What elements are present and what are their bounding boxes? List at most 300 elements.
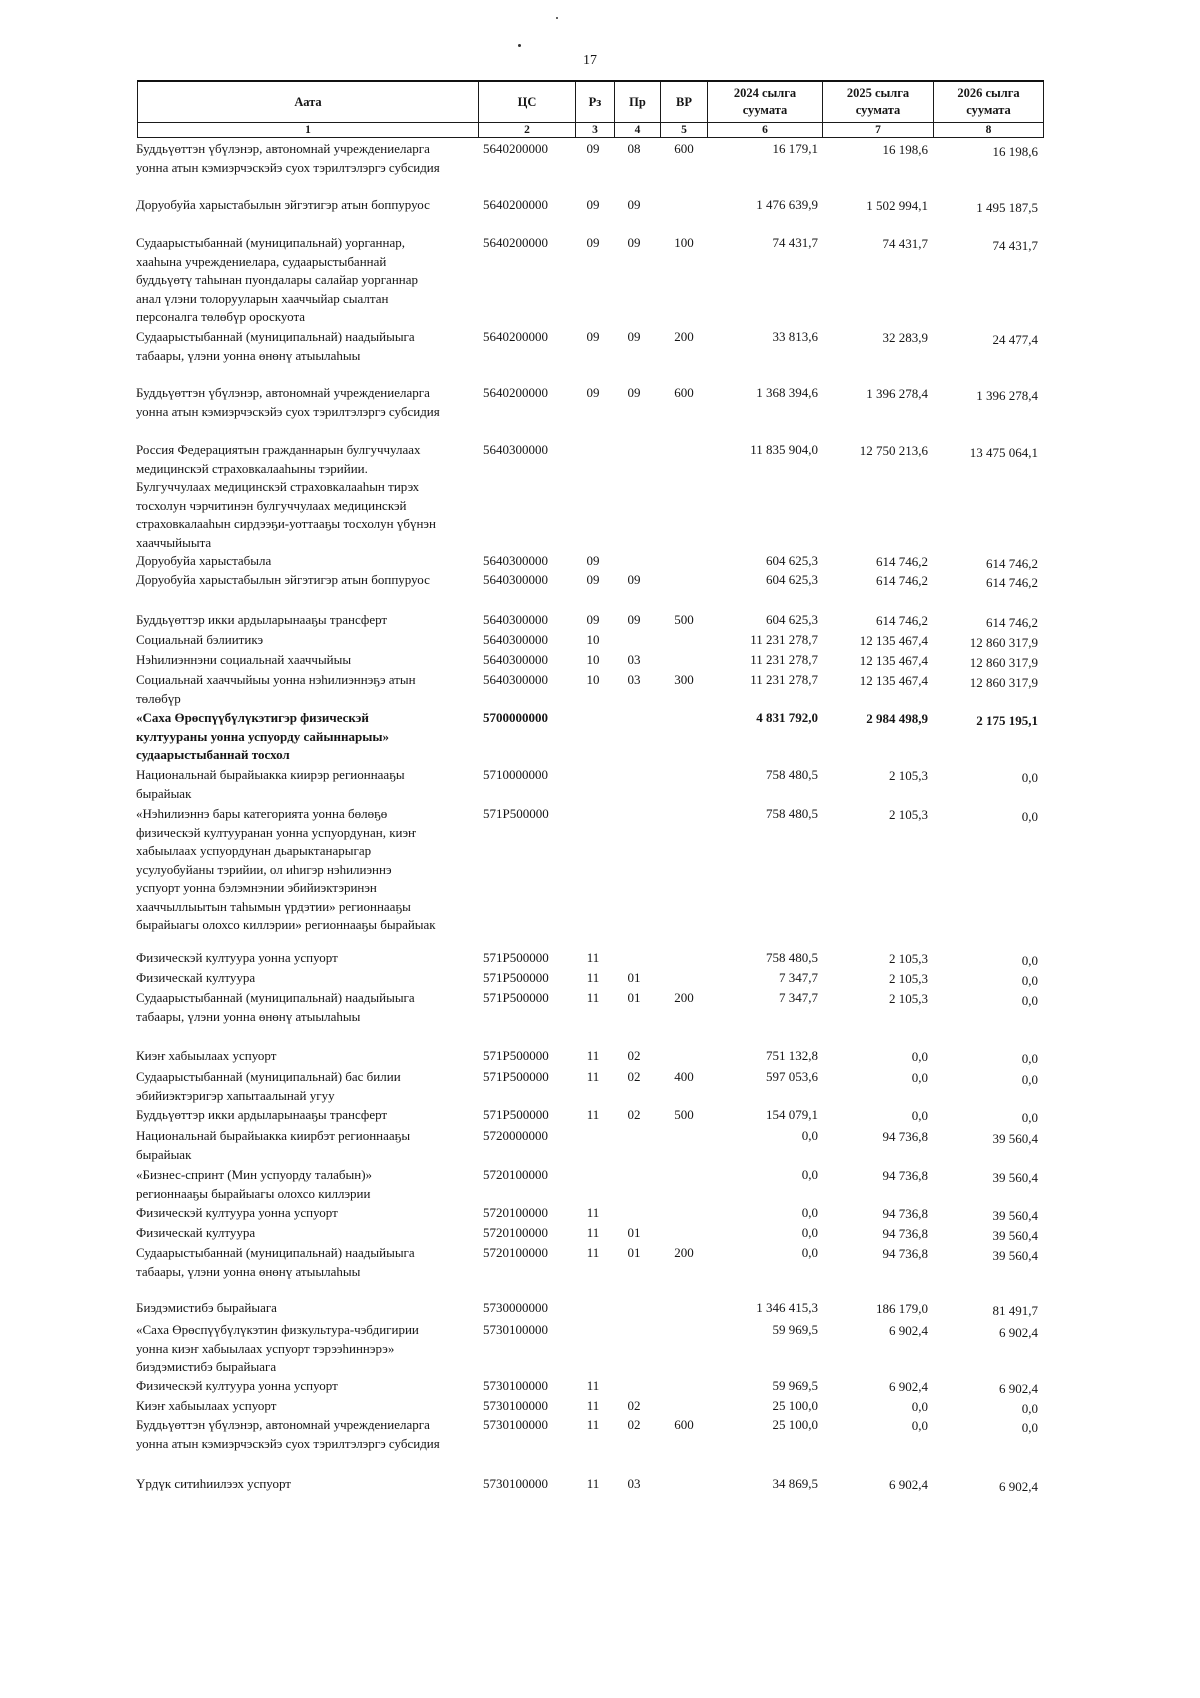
amount-2025-cell: 6 902,4 xyxy=(889,1477,928,1492)
amount-2025-cell: 2 105,3 xyxy=(889,991,928,1006)
amount-2024-cell: 4 831 792,0 xyxy=(756,710,818,725)
budget-code-cell: 5730100000 xyxy=(483,1322,548,1337)
amount-2024-cell: 1 476 639,9 xyxy=(756,197,818,212)
row-name-line: бырайыагы олохсо киллэрии» регионнааҕы бырайыак xyxy=(136,917,436,932)
table-row xyxy=(0,234,1200,324)
row-name-line: хааччыйыыта xyxy=(136,534,212,550)
row-name xyxy=(136,1416,478,1453)
section-code-cell: 11 xyxy=(586,1378,600,1393)
amount-2024-cell: 154 079,1 xyxy=(766,1107,818,1122)
amount-2026-cell: 6 902,4 xyxy=(999,1479,1038,1494)
expense-type-cell: 200 xyxy=(674,1245,694,1260)
row-name-line: Буддьүөттэн үбүлэнэр, автономнай учреждениеларга xyxy=(136,141,430,156)
subsection-code-cell: 09 xyxy=(627,612,641,627)
amount-2024-cell: 0,0 xyxy=(801,1167,818,1182)
amount-2025-cell: 1 396 278,4 xyxy=(866,386,928,401)
table-row xyxy=(0,441,1200,550)
row-name xyxy=(136,766,478,803)
column-header-vr: ВР xyxy=(661,81,708,123)
row-name-line: Национальнай бырайыакка киирбэт регионнааҕы xyxy=(136,1128,411,1143)
table-row xyxy=(0,1377,1200,1395)
section-code-cell: 09 xyxy=(586,141,600,156)
subsection-code-cell: 01 xyxy=(627,1245,641,1260)
section-code-cell: 11 xyxy=(586,1225,600,1240)
row-name-line: буддьүөтү таһынан пуондалары салайар уорганнар xyxy=(136,272,419,287)
budget-code-cell: 571P500000 xyxy=(483,1069,549,1084)
row-name-line: Буддьүөттэр икки ардыларынааҕы трансферт xyxy=(136,1107,388,1122)
amount-2026-cell: 39 560,4 xyxy=(992,1131,1038,1146)
table-row xyxy=(0,805,1200,932)
budget-code-cell: 5640200000 xyxy=(483,235,548,250)
budget-code-cell: 5720100000 xyxy=(483,1205,548,1220)
amount-2024-cell: 604 625,3 xyxy=(766,553,818,568)
row-name xyxy=(136,611,478,630)
column-number: 7 xyxy=(823,123,934,138)
amount-2025-cell: 186 179,0 xyxy=(876,1301,928,1316)
row-name-line: Физическэй култуура уонна успуорт xyxy=(136,1205,338,1220)
amount-2024-cell: 11 231 278,7 xyxy=(750,652,818,667)
row-name-line: бырайыак xyxy=(136,1146,192,1162)
subsection-code-cell: 03 xyxy=(627,1476,641,1491)
row-name-line: култуураны уонна успуорду сайыннарыы» xyxy=(136,728,390,744)
amount-2025-cell: 2 105,3 xyxy=(889,807,928,822)
amount-2024-cell: 11 231 278,7 xyxy=(750,672,818,687)
amount-2025-cell: 0,0 xyxy=(911,1399,928,1414)
table-row xyxy=(0,1321,1200,1374)
section-code-cell: 10 xyxy=(586,632,600,647)
amount-2026-cell: 6 902,4 xyxy=(999,1381,1038,1396)
table-row xyxy=(0,651,1200,669)
page-number: 17 xyxy=(583,53,597,68)
column-header-name: Аата xyxy=(138,81,479,123)
amount-2025-cell: 614 746,2 xyxy=(876,554,928,569)
section-code-cell: 09 xyxy=(586,572,600,587)
row-name-line: Доруобуйа харыстабыла xyxy=(136,553,272,568)
row-name-line: Социальнай хааччыйыы уонна нэһилиэннэҕэ атын xyxy=(136,672,416,687)
row-name-line: биэдэмистибэ бырайыага xyxy=(136,1359,277,1374)
subsection-code-cell: 01 xyxy=(627,990,641,1005)
amount-2026-cell: 12 860 317,9 xyxy=(969,635,1038,650)
section-code-cell: 11 xyxy=(586,990,600,1005)
amount-2024-cell: 7 347,7 xyxy=(779,990,818,1005)
row-name xyxy=(136,1244,478,1281)
amount-2026-cell: 24 477,4 xyxy=(992,332,1038,347)
table-row xyxy=(0,1068,1200,1103)
row-name-line: Судаарыстыбаннай (муниципальнай) наадыйыыга xyxy=(136,1245,415,1260)
section-code-cell: 09 xyxy=(586,553,600,568)
amount-2024-cell: 0,0 xyxy=(801,1128,818,1143)
amount-2025-cell: 614 746,2 xyxy=(876,613,928,628)
section-code-cell: 11 xyxy=(586,1417,600,1432)
amount-2024-cell: 1 368 394,6 xyxy=(756,385,818,400)
row-name xyxy=(136,1224,478,1243)
row-name-line: Киэҥ хабыылаах успуорт xyxy=(136,1398,277,1413)
row-name xyxy=(136,552,478,571)
amount-2026-cell: 614 746,2 xyxy=(986,575,1038,590)
amount-2025-cell: 12 135 467,4 xyxy=(859,633,928,648)
amount-2026-cell: 0,0 xyxy=(1021,770,1038,785)
row-name-line: успуорт уонна бэлэмнэнии эбийиэктэринэн xyxy=(136,880,377,895)
amount-2026-cell: 74 431,7 xyxy=(992,238,1038,253)
table-row xyxy=(0,140,1200,175)
table-row xyxy=(0,671,1200,706)
row-name xyxy=(136,1475,478,1494)
row-name-line: персоналга төлөбүр ороскуота xyxy=(136,309,306,324)
amount-2024-cell: 604 625,3 xyxy=(766,612,818,627)
table-row xyxy=(0,196,1200,214)
section-code-cell: 11 xyxy=(586,1069,600,1084)
row-name-line: Судаарыстыбаннай (муниципальнай) наадыйыыга xyxy=(136,329,415,344)
column-header-2026 xyxy=(934,81,1044,123)
amount-2025-cell: 0,0 xyxy=(911,1108,928,1123)
row-name-line: уонна атын кэмиэрчэскэйэ суох тэрилтэлэргэ субсидия xyxy=(136,1435,440,1451)
row-name xyxy=(136,1321,478,1377)
column-header-pr: Пр xyxy=(615,81,661,123)
section-code-cell: 09 xyxy=(586,385,600,400)
row-name xyxy=(136,1204,478,1223)
section-code-cell: 11 xyxy=(586,950,600,965)
table-row xyxy=(0,1106,1200,1124)
amount-2026-cell: 39 560,4 xyxy=(992,1208,1038,1223)
subsection-code-cell: 09 xyxy=(627,235,641,250)
row-name xyxy=(136,1377,478,1396)
column-number: 8 xyxy=(934,123,1044,138)
row-name xyxy=(136,571,478,590)
amount-2026-cell: 0,0 xyxy=(1021,1051,1038,1066)
table-header xyxy=(137,80,1044,138)
header-line: 2024 сылга xyxy=(733,86,797,100)
amount-2024-cell: 11 835 904,0 xyxy=(750,442,818,457)
amount-2025-cell: 614 746,2 xyxy=(876,573,928,588)
subsection-code-cell: 03 xyxy=(627,672,641,687)
amount-2024-cell: 604 625,3 xyxy=(766,572,818,587)
expense-type-cell: 500 xyxy=(674,612,694,627)
row-name-line: Буддьүөттэр икки ардыларынааҕы трансферт xyxy=(136,612,388,627)
header-line: суумата xyxy=(966,103,1011,117)
amount-2024-cell: 1 346 415,3 xyxy=(756,1300,818,1315)
amount-2025-cell: 94 736,8 xyxy=(882,1168,928,1183)
amount-2026-cell: 2 175 195,1 xyxy=(976,713,1038,728)
amount-2026-cell: 614 746,2 xyxy=(986,615,1038,630)
amount-2026-cell: 12 860 317,9 xyxy=(969,655,1038,670)
row-name xyxy=(136,441,478,552)
amount-2024-cell: 34 869,5 xyxy=(772,1476,818,1491)
amount-2024-cell: 25 100,0 xyxy=(772,1398,818,1413)
budget-code-cell: 5710000000 xyxy=(483,767,548,782)
subsection-code-cell: 02 xyxy=(627,1048,641,1063)
budget-code-cell: 5640200000 xyxy=(483,385,548,400)
amount-2024-cell: 0,0 xyxy=(801,1225,818,1240)
subsection-code-cell: 09 xyxy=(627,572,641,587)
subsection-code-cell: 02 xyxy=(627,1398,641,1413)
amount-2025-cell: 0,0 xyxy=(911,1418,928,1433)
row-name xyxy=(136,1106,478,1125)
row-name xyxy=(136,1166,478,1203)
amount-2025-cell: 12 750 213,6 xyxy=(859,443,928,458)
column-header-cs: ЦС xyxy=(479,81,576,123)
table-row xyxy=(0,1127,1200,1162)
row-name-line: Булгуччулаах медицинскэй страховкалааһын тирэх xyxy=(136,479,420,494)
expense-type-cell: 200 xyxy=(674,990,694,1005)
row-name-line: физическэй култууранан уонна успуордунан, киэҥ xyxy=(136,824,417,840)
amount-2025-cell: 94 736,8 xyxy=(882,1226,928,1241)
amount-2025-cell: 6 902,4 xyxy=(889,1323,928,1338)
row-name xyxy=(136,1068,478,1105)
amount-2026-cell: 13 475 064,1 xyxy=(969,445,1038,460)
row-name-line: Буддьүөттэн үбүлэнэр, автономнай учреждениеларга xyxy=(136,1417,430,1432)
row-name-line: Доруобуйа харыстабылын эйгэтигэр атын боппуруос xyxy=(136,572,430,587)
section-code-cell: 09 xyxy=(586,197,600,212)
row-name xyxy=(136,709,478,765)
table-row xyxy=(0,709,1200,762)
amount-2026-cell: 0,0 xyxy=(1021,1420,1038,1435)
row-name-line: Физическэй култуура уонна успуорт xyxy=(136,1378,338,1393)
row-name-line: Үрдүк ситиһиилээх успуорт xyxy=(136,1476,291,1491)
section-code-cell: 10 xyxy=(586,652,600,667)
section-code-cell: 09 xyxy=(586,329,600,344)
row-name xyxy=(136,1299,478,1318)
row-name-line: Социальнай бэлиитикэ xyxy=(136,632,264,647)
budget-code-cell: 571P500000 xyxy=(483,1107,549,1122)
budget-code-cell: 5640300000 xyxy=(483,672,548,687)
amount-2026-cell: 6 902,4 xyxy=(999,1325,1038,1340)
amount-2024-cell: 0,0 xyxy=(801,1205,818,1220)
amount-2026-cell: 16 198,6 xyxy=(992,144,1038,159)
column-number: 2 xyxy=(479,123,576,138)
amount-2025-cell: 94 736,8 xyxy=(882,1129,928,1144)
amount-2026-cell: 0,0 xyxy=(1021,973,1038,988)
budget-code-cell: 5730000000 xyxy=(483,1300,548,1315)
table-row xyxy=(0,949,1200,967)
amount-2025-cell: 94 736,8 xyxy=(882,1246,928,1261)
row-name xyxy=(136,989,478,1026)
row-name-line: Нэһилиэннэни социальнай хааччыйыы xyxy=(136,652,352,667)
amount-2025-cell: 16 198,6 xyxy=(882,142,928,157)
budget-code-cell: 571P500000 xyxy=(483,950,549,965)
budget-code-cell: 571P500000 xyxy=(483,806,549,821)
scan-speck xyxy=(518,44,521,47)
row-name-line: Национальнай бырайыакка киирэр регионнааҕы xyxy=(136,767,405,782)
column-number: 1 xyxy=(138,123,479,138)
amount-2024-cell: 59 969,5 xyxy=(772,1378,818,1393)
amount-2026-cell: 81 491,7 xyxy=(992,1303,1038,1318)
section-code-cell: 09 xyxy=(586,235,600,250)
expense-type-cell: 200 xyxy=(674,329,694,344)
row-name xyxy=(136,1397,478,1416)
subsection-code-cell: 09 xyxy=(627,329,641,344)
row-name-line: регионнааҕы бырайыагы олохсо киллэрии xyxy=(136,1185,371,1201)
amount-2024-cell: 758 480,5 xyxy=(766,806,818,821)
amount-2024-cell: 758 480,5 xyxy=(766,767,818,782)
row-name-line: табаары, үлэни уонна өнөнү атыылаһыы xyxy=(136,1263,361,1279)
section-code-cell: 11 xyxy=(586,1398,600,1413)
amount-2026-cell: 0,0 xyxy=(1021,1072,1038,1087)
column-number: 6 xyxy=(708,123,823,138)
row-name-line: уонна атын кэмиэрчэскэйэ суох тэрилтэлэргэ субсидия xyxy=(136,403,440,419)
budget-code-cell: 5720100000 xyxy=(483,1167,548,1182)
amount-2024-cell: 33 813,6 xyxy=(772,329,818,344)
expense-type-cell: 600 xyxy=(674,385,694,400)
amount-2026-cell: 0,0 xyxy=(1021,993,1038,1008)
budget-code-cell: 5640200000 xyxy=(483,197,548,212)
table-row xyxy=(0,1244,1200,1279)
table-row xyxy=(0,328,1200,363)
row-name-line: хааччыллыытын таһымын үрдэтии» регионнааҕы xyxy=(136,898,411,914)
amount-2025-cell: 94 736,8 xyxy=(882,1206,928,1221)
row-name-line: уонна атын кэмиэрчэскэйэ суох тэрилтэлэргэ субсидия xyxy=(136,159,440,175)
section-code-cell: 11 xyxy=(586,1476,600,1491)
column-header-rz: Рз xyxy=(576,81,615,123)
row-name-line: хабыылаах успуордунан дьарыктанарыгар xyxy=(136,843,372,858)
amount-2026-cell: 0,0 xyxy=(1021,1401,1038,1416)
subsection-code-cell: 02 xyxy=(627,1107,641,1122)
budget-code-cell: 5720100000 xyxy=(483,1245,548,1260)
amount-2025-cell: 0,0 xyxy=(911,1070,928,1085)
row-name-line: бырайыак xyxy=(136,785,192,801)
budget-code-cell: 5640200000 xyxy=(483,141,548,156)
amount-2026-cell: 0,0 xyxy=(1021,1110,1038,1125)
budget-code-cell: 5640300000 xyxy=(483,632,548,647)
subsection-code-cell: 03 xyxy=(627,652,641,667)
section-code-cell: 11 xyxy=(586,1107,600,1122)
budget-code-cell: 5730100000 xyxy=(483,1378,548,1393)
expense-type-cell: 100 xyxy=(674,235,694,250)
row-name-line: Киэҥ хабыылаах успуорт xyxy=(136,1048,277,1063)
table-row xyxy=(0,1166,1200,1201)
column-number: 5 xyxy=(661,123,708,138)
row-name xyxy=(136,234,478,327)
amount-2024-cell: 7 347,7 xyxy=(779,970,818,985)
budget-code-cell: 5730100000 xyxy=(483,1476,548,1491)
amount-2025-cell: 32 283,9 xyxy=(882,330,928,345)
amount-2024-cell: 16 179,1 xyxy=(772,141,818,156)
table-row xyxy=(0,552,1200,570)
budget-code-cell: 5640300000 xyxy=(483,553,548,568)
row-name xyxy=(136,1047,478,1066)
amount-2025-cell: 6 902,4 xyxy=(889,1379,928,1394)
table-row xyxy=(0,1299,1200,1317)
amount-2024-cell: 25 100,0 xyxy=(772,1417,818,1432)
row-name-line: анал үлэни толорууларын хааччыйар сыалтан xyxy=(136,290,389,306)
row-name-line: Буддьүөттэн үбүлэнэр, автономнай учреждениеларга xyxy=(136,385,430,400)
table-row xyxy=(0,1047,1200,1065)
row-name xyxy=(136,1127,478,1164)
amount-2025-cell: 12 135 467,4 xyxy=(859,653,928,668)
column-number: 3 xyxy=(576,123,615,138)
amount-2025-cell: 2 105,3 xyxy=(889,768,928,783)
row-name-line: «Бизнес-спринт (Мин успуорду талабын)» xyxy=(136,1167,373,1182)
column-header-2025 xyxy=(823,81,934,123)
budget-code-cell: 5700000000 xyxy=(483,710,548,725)
subsection-code-cell: 09 xyxy=(627,197,641,212)
row-name xyxy=(136,140,478,177)
row-name-line: медицинскэй страховкалааһыны тэрийии. xyxy=(136,460,368,476)
budget-code-cell: 571P500000 xyxy=(483,970,549,985)
amount-2025-cell: 0,0 xyxy=(911,1049,928,1064)
row-name-line: Судаарыстыбаннай (муниципальнай) бас билии xyxy=(136,1069,401,1084)
amount-2026-cell: 1 495 187,5 xyxy=(976,200,1038,215)
row-name-line: судаарыстыбаннай тосхол xyxy=(136,747,290,762)
expense-type-cell: 500 xyxy=(674,1107,694,1122)
table-row xyxy=(0,1204,1200,1222)
subsection-code-cell: 01 xyxy=(627,1225,641,1240)
row-name-line: Физическэй култуура уонна успуорт xyxy=(136,950,338,965)
table-row xyxy=(0,766,1200,801)
row-name xyxy=(136,651,478,670)
amount-2026-cell: 39 560,4 xyxy=(992,1248,1038,1263)
budget-code-cell: 5640300000 xyxy=(483,652,548,667)
row-name-line: Судаарыстыбаннай (муниципальнай) уорганнар, xyxy=(136,235,405,250)
row-name xyxy=(136,328,478,365)
subsection-code-cell: 09 xyxy=(627,385,641,400)
amount-2024-cell: 597 053,6 xyxy=(766,1069,818,1084)
amount-2025-cell: 74 431,7 xyxy=(882,236,928,251)
budget-code-cell: 5640200000 xyxy=(483,329,548,344)
row-name-line: Физическай култуура xyxy=(136,970,256,985)
row-name xyxy=(136,631,478,650)
amount-2026-cell: 39 560,4 xyxy=(992,1170,1038,1185)
budget-code-cell: 5720100000 xyxy=(483,1225,548,1240)
row-name xyxy=(136,384,478,421)
subsection-code-cell: 02 xyxy=(627,1069,641,1084)
section-code-cell: 11 xyxy=(586,970,600,985)
row-name-line: усулуобуйаны тэрийии, ол иһигэр нэһилиэннэ xyxy=(136,861,392,877)
row-name-line: «Саха Өрөспүүбүлүкэтин физкультура-чэбдигирии xyxy=(136,1322,419,1337)
row-name-line: Физическай култуура xyxy=(136,1225,256,1240)
amount-2025-cell: 2 105,3 xyxy=(889,951,928,966)
amount-2024-cell: 751 132,8 xyxy=(766,1048,818,1063)
amount-2026-cell: 614 746,2 xyxy=(986,556,1038,571)
amount-2026-cell: 39 560,4 xyxy=(992,1228,1038,1243)
row-name-line: страховкалааһын сирдээҕи-уоттааҕы тосхолун үбүнэн xyxy=(136,516,436,531)
amount-2025-cell: 2 105,3 xyxy=(889,971,928,986)
amount-2024-cell: 758 480,5 xyxy=(766,950,818,965)
row-name-line: тосхолун чэрчитинэн булгуччулаах медицинскэй xyxy=(136,497,407,513)
amount-2024-cell: 11 231 278,7 xyxy=(750,632,818,647)
table-row xyxy=(0,1397,1200,1415)
amount-2026-cell: 0,0 xyxy=(1021,953,1038,968)
budget-code-cell: 571P500000 xyxy=(483,1048,549,1063)
row-name xyxy=(136,969,478,988)
row-name xyxy=(136,196,478,215)
table-row xyxy=(0,571,1200,589)
column-number: 4 xyxy=(615,123,661,138)
amount-2024-cell: 59 969,5 xyxy=(772,1322,818,1337)
section-code-cell: 11 xyxy=(586,1048,600,1063)
table-row xyxy=(0,969,1200,987)
table-row xyxy=(0,631,1200,649)
subsection-code-cell: 08 xyxy=(627,141,641,156)
table-row xyxy=(0,1475,1200,1493)
table-row xyxy=(0,1416,1200,1451)
amount-2026-cell: 12 860 317,9 xyxy=(969,675,1038,690)
table-row xyxy=(0,1224,1200,1242)
row-name-line: эбийиэктэригэр хапытаалынай угуу xyxy=(136,1087,335,1103)
expense-type-cell: 300 xyxy=(674,672,694,687)
section-code-cell: 09 xyxy=(586,612,600,627)
table-row xyxy=(0,611,1200,629)
subsection-code-cell: 02 xyxy=(627,1417,641,1432)
header-line: 2025 сылга xyxy=(846,86,910,100)
amount-2024-cell: 74 431,7 xyxy=(772,235,818,250)
row-name-line: уонна киэҥ хабыылаах успуорт тэрээһиннэрэ» xyxy=(136,1340,395,1356)
section-code-cell: 10 xyxy=(586,672,600,687)
row-name xyxy=(136,671,478,708)
header-line: 2026 сылга xyxy=(957,86,1020,100)
row-name-line: Доруобуйа харыстабылын эйгэтигэр атын боппуруос xyxy=(136,197,430,212)
row-name-line: «Саха Өрөспүүбүлүкэтигэр физическэй xyxy=(136,710,369,725)
row-name-line: Биэдэмистибэ бырайыага xyxy=(136,1300,277,1315)
